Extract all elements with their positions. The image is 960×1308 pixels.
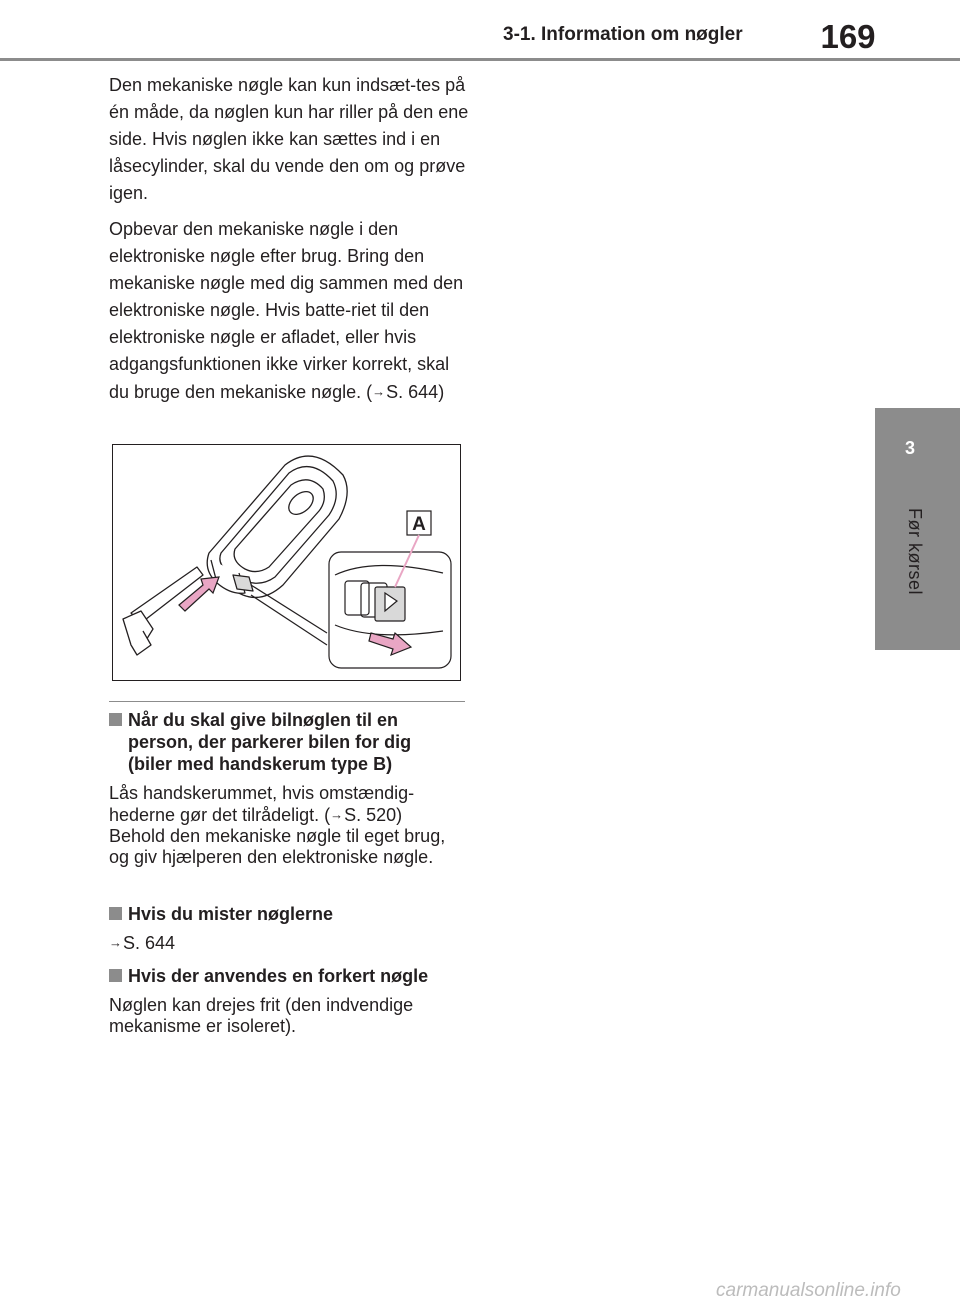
square-bullet-icon	[109, 907, 122, 920]
square-bullet-icon	[109, 969, 122, 982]
paragraph-key-insertion: Den mekaniske nøgle kan kun indsæt-tes på én måde, da nøglen kun har riller på den ene side. Hvis nøglen ikke kan sættes ind i en låsecylinder, skal du vende den om og prøve igen.	[109, 75, 469, 203]
reference-arrow-icon: →	[330, 807, 344, 822]
section-body-valet	[109, 783, 469, 868]
section-heading-wrong-key-text: Hvis der anvendes en forkert nøgle	[128, 966, 429, 986]
reference-arrow-icon: →	[372, 384, 386, 399]
chapter-number: 3	[904, 438, 915, 458]
section-body-valet-continued: Behold den mekaniske nøgle til eget brug, og giv hjælperen den elektroniske nøgle.	[109, 826, 446, 867]
section-divider	[109, 701, 465, 702]
section-heading-wrong-key	[109, 965, 469, 987]
paragraph-key-storage	[109, 216, 469, 406]
section-heading-valet	[109, 709, 469, 775]
section-body-lost-keys	[109, 932, 469, 954]
reference-arrow-icon: →	[109, 935, 122, 950]
section-body-wrong-key: Nøglen kan drejes frit (den indvendige mekanisme er isoleret).	[109, 995, 414, 1036]
header-rule	[0, 58, 960, 61]
page-number: 169	[803, 14, 893, 60]
page-reference-link[interactable]: S. 520)	[344, 805, 403, 825]
square-bullet-icon	[109, 713, 122, 726]
chapter-label: Før kørsel	[905, 508, 925, 595]
figure-label-a: A	[412, 514, 426, 535]
key-illustration	[112, 444, 461, 681]
page-reference-link[interactable]: S. 644	[123, 933, 176, 953]
page-reference-link[interactable]: S. 644)	[386, 382, 445, 402]
paragraph-key-storage-text: Opbevar den mekaniske nøgle i den elektroniske nøgle efter brug. Bring den mekaniske nøgle med dig sammen med den elektroniske nøgle. Hvis batte-riet til den elektroniske nøgle er afladet, eller hvis adgangsfunktionen ikke virker korrekt, skal du bruge den mekaniske nøgle. (	[109, 219, 464, 402]
section-title: 3-1. Information om nøgler	[503, 24, 743, 45]
section-heading-lost-keys-text: Hvis du mister nøglerne	[128, 904, 334, 924]
chapter-side-tab	[875, 408, 960, 650]
key-illustration-drawing	[113, 445, 461, 681]
section-body-valet-text: Lås handskerummet, hvis omstændig-hederne gør det tilrådeligt. (	[109, 783, 415, 825]
section-heading-lost-keys	[109, 903, 469, 925]
watermark: carmanualsonline.info	[716, 1280, 901, 1301]
section-heading-valet-text: Når du skal give bilnøglen til en person, der parkerer bilen for dig (biler med handskerum type B)	[128, 710, 412, 774]
